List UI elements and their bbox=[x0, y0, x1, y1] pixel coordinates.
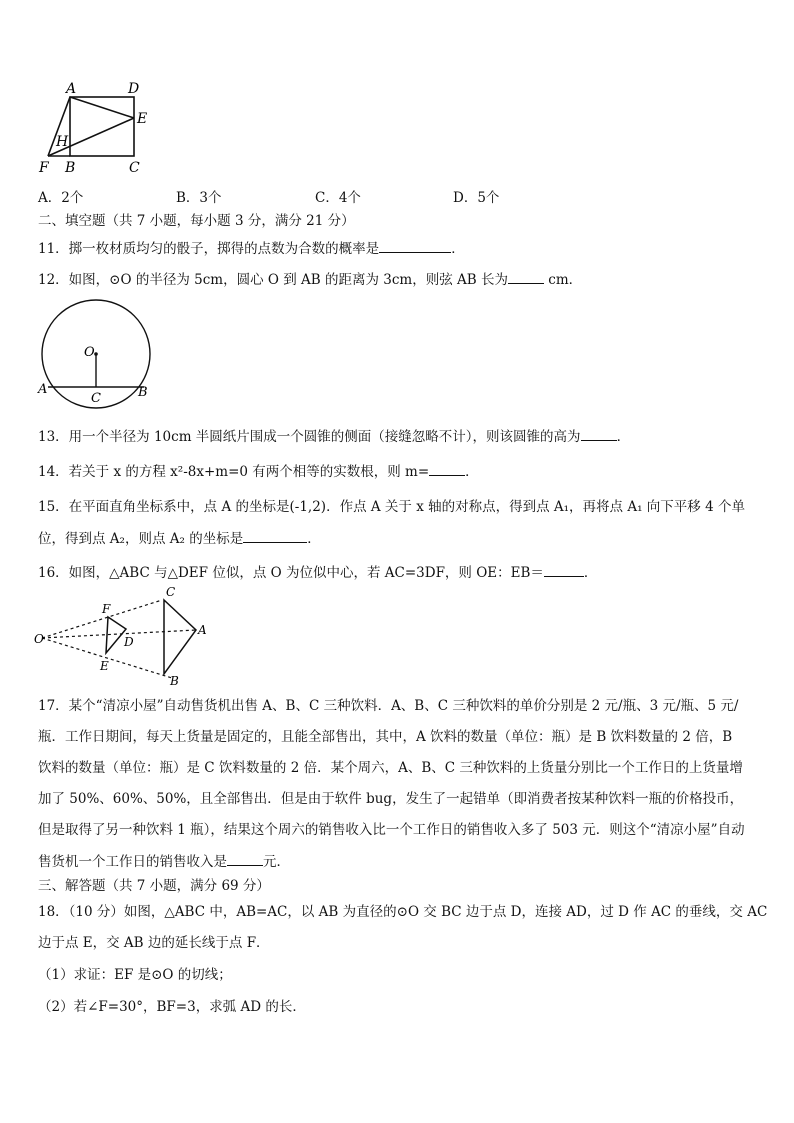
label-A: A bbox=[66, 81, 77, 97]
question-11 bbox=[38, 238, 465, 259]
q16-blank[interactable] bbox=[544, 562, 584, 577]
option-d: D．5个 bbox=[453, 190, 500, 206]
q13-blank[interactable] bbox=[581, 426, 617, 441]
label-F: F bbox=[39, 160, 49, 176]
label-D: D bbox=[124, 635, 134, 649]
q14-end: ． bbox=[465, 464, 479, 480]
question-18-line1: 18．（10 分）如图，△ABC 中，AB=AC，以 AB 为直径的⊙O 交 BC 边于点 D，连接 AD，过 D 作 AC 的垂线，交 AC bbox=[38, 904, 768, 920]
q12-end: cm． bbox=[544, 272, 583, 288]
question-12 bbox=[38, 269, 582, 290]
question-17-line3: 饮料的数量（单位：瓶）是 C 饮料数量的 2 倍．某个周六，A、B、C 三种饮料的上货量分别比一个工作日的上货量增 bbox=[38, 760, 743, 776]
question-13 bbox=[38, 426, 630, 447]
question-15-line1: 15．在平面直角坐标系中，点 A 的坐标是(-1,2)．作点 A 关于 x 轴的对称点，得到点 A₁，再将点 A₁ 向下平移 4 个单 bbox=[38, 499, 745, 515]
q12-blank[interactable] bbox=[508, 269, 544, 284]
q16-text: 16．如图，△ABC 与△DEF 位似，点 O 为位似中心，若 AC=3DF，则 OE：EB＝ bbox=[38, 565, 544, 581]
q15-text: 位，得到点 A₂，则点 A₂ 的坐标是 bbox=[38, 531, 244, 547]
option-c: C．4个 bbox=[315, 190, 361, 206]
q12-text: 12．如图，⊙O 的半径为 5cm，圆心 O 到 AB 的距离为 3cm，则弦 AB 长为 bbox=[38, 272, 508, 288]
label-H: H bbox=[56, 134, 69, 150]
question-18-part1: （1）求证：EF 是⊙O 的切线； bbox=[38, 967, 232, 983]
figure-rectangle-diagram bbox=[36, 80, 156, 176]
q17-blank[interactable] bbox=[227, 851, 263, 866]
question-18-part2: （2）若∠F=30°，BF=3，求弧 AD 的长． bbox=[38, 999, 306, 1015]
figure-homothety bbox=[34, 582, 214, 688]
figure-circle-chord bbox=[34, 298, 158, 410]
label-C: C bbox=[91, 391, 101, 406]
label-D: D bbox=[128, 81, 140, 97]
q14-text: 14．若关于 x 的方程 x²-8x+m=0 有两个相等的实数根，则 m= bbox=[38, 464, 430, 480]
label-O: O bbox=[34, 632, 44, 646]
section-heading-fill-in: 二、填空题（共 7 小题，每小题 3 分，满分 21 分） bbox=[38, 213, 355, 229]
label-E: E bbox=[100, 659, 109, 673]
q17-text: 售货机一个工作日的销售收入是 bbox=[38, 854, 227, 870]
label-A: A bbox=[198, 623, 207, 637]
label-O: O bbox=[84, 345, 95, 360]
section-heading-answer: 三、解答题（共 7 小题，满分 69 分） bbox=[38, 878, 270, 894]
question-18-line2: 边于点 E，交 AB 边的延长线于点 F． bbox=[38, 935, 270, 951]
q13-text: 13．用一个半径为 10cm 半圆纸片围成一个圆锥的侧面（接缝忽略不计），则该圆锥的高为 bbox=[38, 429, 581, 445]
q15-blank[interactable] bbox=[243, 528, 307, 543]
question-17-line4: 加了 50%、60%、50%，且全部售出．但是由于软件 bug，发生了一起错单（即消费者按某种饮料一瓶的价格投币， bbox=[38, 791, 744, 807]
label-A: A bbox=[38, 382, 48, 397]
label-B: B bbox=[138, 385, 148, 400]
option-a: A．2个 bbox=[38, 190, 84, 206]
label-B: B bbox=[65, 160, 76, 176]
q11-end: ． bbox=[451, 241, 465, 257]
q11-text: 11．掷一枚材质均匀的骰子，掷得的点数为合数的概率是 bbox=[38, 241, 380, 257]
question-16 bbox=[38, 562, 597, 583]
question-17-line5: 但是取得了另一种饮料 1 瓶），结果这个周六的销售收入比一个工作日的销售收入多了 503 元．则这个“清凉小屋”自动 bbox=[38, 822, 745, 838]
q11-blank[interactable] bbox=[379, 238, 451, 253]
question-14 bbox=[38, 461, 479, 482]
question-17-line2: 瓶．工作日期间，每天上货量是固定的，且能全部售出，其中，A 饮料的数量（单位：瓶）是 B 饮料数量的 2 倍，B bbox=[38, 729, 733, 745]
label-C: C bbox=[129, 160, 140, 176]
label-C: C bbox=[166, 585, 176, 599]
label-F: F bbox=[102, 602, 111, 616]
q15-end: ． bbox=[307, 531, 321, 547]
q17-end: 元． bbox=[263, 854, 290, 870]
question-17-line6 bbox=[38, 851, 290, 872]
q14-blank[interactable] bbox=[429, 461, 465, 476]
question-17-line1: 17．某个“清凉小屋”自动售货机出售 A、B、C 三种饮料．A、B、C 三种饮料的单价分别是 2 元/瓶、3 元/瓶、5 元/ bbox=[38, 698, 739, 714]
question-15-line2 bbox=[38, 528, 321, 549]
label-B: B bbox=[170, 674, 179, 688]
option-b: B．3个 bbox=[176, 190, 222, 206]
label-E: E bbox=[137, 111, 148, 127]
q13-end: ． bbox=[616, 429, 631, 445]
q16-end: ． bbox=[583, 565, 598, 581]
